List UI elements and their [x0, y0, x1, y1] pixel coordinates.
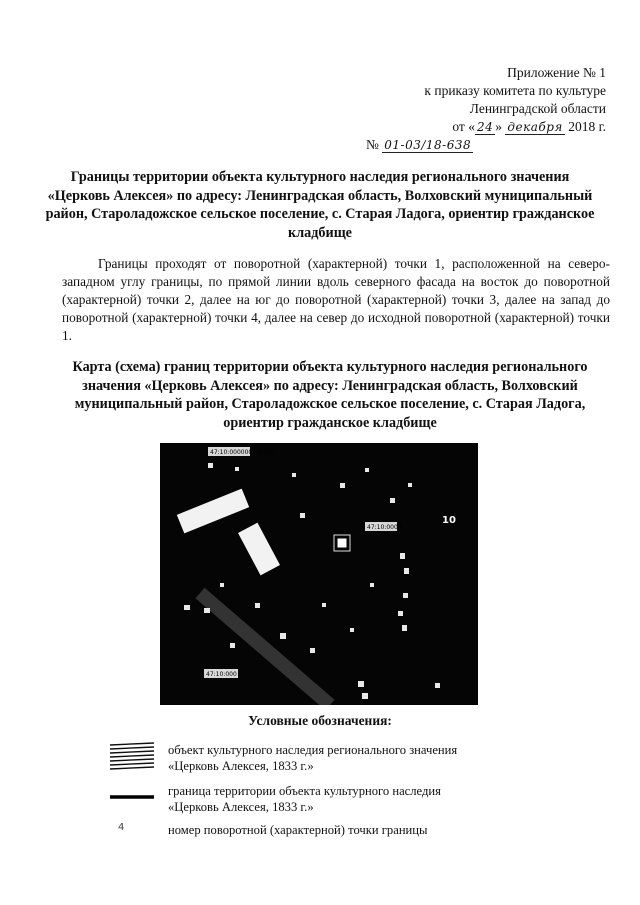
appendix-header: [346, 64, 606, 154]
legend-item-text: объект культурного наследия регионального значения: [168, 743, 458, 757]
hatched-rectangle-icon: [108, 742, 156, 772]
heritage-object: [338, 539, 346, 547]
legend-item-text: номер поворотной (характерной) точки границы: [168, 823, 428, 837]
region-name: Ленинградской области: [469, 101, 606, 116]
legend-item-text: «Церковь Алексея, 1833 г.»: [168, 800, 314, 814]
legend-item-text: «Церковь Алексея, 1833 г.»: [168, 759, 314, 773]
legend-title: Условные обозначения:: [248, 713, 392, 728]
legend-item-text: граница территории объекта культурного наследия: [168, 784, 441, 798]
document-title: Границы территории объекта культурного наследия регионального значения «Церковь Алексея» по адресу: Ленинградская область, Волховский муниципальный район, Староладожское сельское поселение, с. Старая Ладога, ориентир гражданское кладбище: [45, 169, 595, 241]
boundary-map: [160, 443, 478, 705]
map-satellite-image: [160, 443, 478, 705]
thick-line-icon: [108, 783, 156, 813]
date-day-handwritten: 24: [476, 120, 494, 134]
map-label-number: 10: [442, 515, 456, 526]
appendix-number: Приложение № 1: [507, 65, 606, 80]
map-label-left: 47:10:000: [206, 671, 237, 678]
map-title: Карта (схема) границ территории объекта культурного наследия регионального значения «Церковь Алексея» по адресу: Ленинградская область, Волховский муниципальный район, Староладожское сельское поселение, с. Старая Ладога, ориентир гражданское кладбище: [72, 359, 588, 431]
map-label-top: 47:10:0000000:0000: [210, 449, 274, 456]
order-reference: к приказу комитета по культуре: [424, 83, 606, 98]
date-month-handwritten: декабря: [507, 120, 563, 134]
order-date: от « 24 » декабря 2018 г.: [452, 119, 606, 134]
boundary-description: Границы проходят от поворотной (характерной) точки 1, расположенной на северо-западном углу границы, по прямой линии вдоль северного фасада на восток до поворотной (характерной) точки 2, далее на юг до поворотной (характерной) точки 3, далее на запад до поворотной (характерной) точки 4, далее на север до исходной поворотной (характерной) точки 1.: [62, 256, 610, 343]
map-label-right: 47:10:0000: [367, 524, 402, 531]
order-number: № 01-03/18-638: [366, 137, 472, 152]
order-number-handwritten: 01-03/18-638: [384, 138, 472, 152]
point-number-icon: 4: [118, 822, 125, 833]
